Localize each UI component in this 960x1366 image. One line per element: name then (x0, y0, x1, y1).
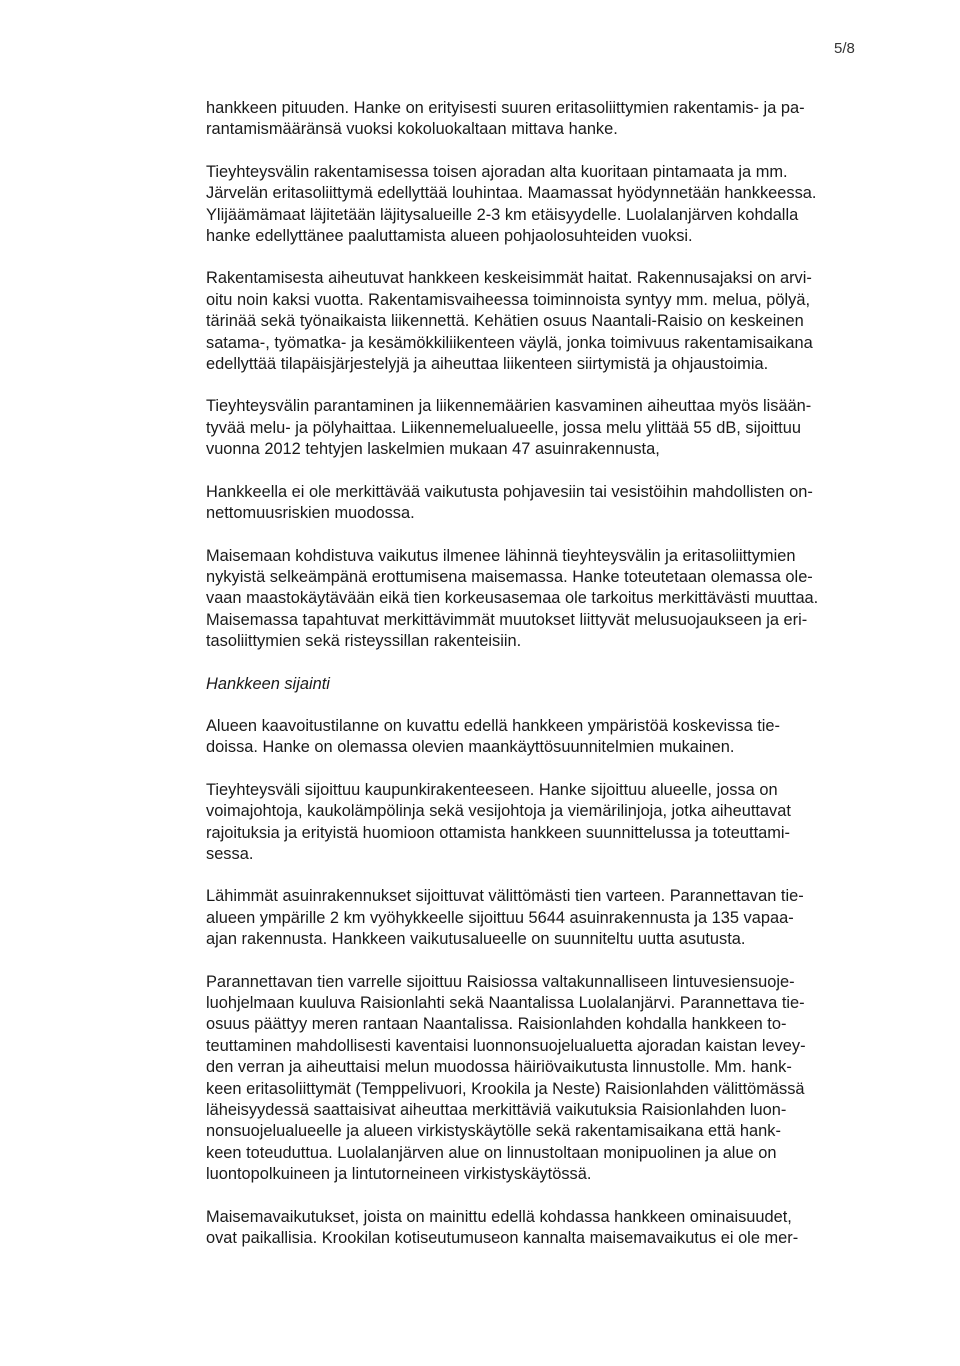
text-line: tasoliittymien sekä risteyssillan rakenteisiin. (206, 632, 522, 651)
text-line: nonsuojelualueelle ja alueen virkistyskäytölle sekä rakentamisaikana että hank- (206, 1122, 781, 1141)
text-line: ajan rakennusta. Hankkeen vaikutusalueelle on suunniteltu uutta asutusta. (206, 930, 746, 949)
text-line: Tieyhteysvälin parantaminen ja liikennemäärien kasvaminen aiheuttaa myös lisään- (206, 397, 812, 416)
text-line: den verran ja aiheuttaisi melun muodossa häiriövaikutusta linnustolle. Mm. hank- (206, 1058, 792, 1077)
text-line: alueen ympärille 2 km vyöhykkeelle sijoittuu 5644 asuinrakennusta ja 135 vapaa- (206, 908, 794, 927)
text-line: tärinää sekä työnaikaista liikennettä. Kehätien osuus Naantali-Raisio on keskeinen (206, 312, 804, 331)
text-line: Maisemassa tapahtuvat merkittävimmät muutokset liittyvät melusuojaukseen ja eri- (206, 610, 808, 629)
text-line: Maisemavaikutukset, joista on mainittu edellä kohdassa hankkeen ominaisuudet, (206, 1207, 792, 1226)
text-line: läheisyydessä saattaisivat aiheuttaa merkittäviä vaikutuksia Raisionlahden luon- (206, 1101, 787, 1120)
text-line: hankkeen pituuden. Hanke on erityisesti suuren eritasoliittymien rakentamis- ja pa- (206, 99, 805, 117)
text-line: hanke edellyttänee paaluttamista alueen pohjaolosuhteiden vuoksi. (206, 227, 693, 246)
paragraph (206, 1207, 881, 1250)
paragraph (206, 886, 881, 950)
text-line: vuonna 2012 tehtyjen laskelmien mukaan 47 asuinrakennusta, (206, 440, 660, 459)
text-line: sessa. (206, 844, 254, 863)
paragraph (206, 716, 881, 759)
text-line: Järvelän eritasoliittymä edellyttää louhintaa. Maamassat hyödynnetään hankkeessa. (206, 184, 817, 203)
text-line: oitu noin kaksi vuotta. Rakentamisvaiheessa toiminnoista syntyy mm. melua, pölyä, (206, 290, 810, 309)
text-line: voimajohtoja, kaukolämpölinja sekä vesijohtoja ja viemärilinjoja, jotka aiheuttavat (206, 802, 791, 821)
paragraph (206, 546, 881, 653)
paragraph (206, 972, 881, 1186)
paragraph (206, 268, 881, 375)
text-line: teuttaminen mahdollisesti kaventaisi luonnonsuojelualuetta ajoradan kaistan levey- (206, 1036, 806, 1055)
text-line: edellyttää tilapäisjärjestelyjä ja aiheuttaa liikenteen siirtymistä ja ohjaustoimia. (206, 355, 769, 374)
text-line: keen eritasoliittymät (Temppelivuori, Krookila ja Neste) Raisionlahden välittömässä (206, 1079, 805, 1098)
text-line: luontopolkuineen ja lintutorneineen virkistyskäytössä. (206, 1165, 592, 1184)
paragraph (206, 780, 881, 866)
text-line: Tieyhteysvälin rakentamisessa toisen ajoradan alta kuoritaan pintamaata ja mm. (206, 162, 788, 181)
paragraph (206, 98, 881, 141)
text-line: satama-, työmatka- ja kesämökkiliikenteen väylä, jonka toimivuus rakentamisaikana (206, 333, 813, 352)
text-line: doissa. Hanke on olemassa olevien maankäyttösuunnitelmien mukainen. (206, 738, 735, 757)
text-line: Alueen kaavoitustilanne on kuvattu edellä hankkeen ympäristöä koskevissa tie- (206, 716, 781, 735)
text-line: nykyistä selkeämpänä erottumisena maisemassa. Hanke toteutetaan olemassa ole- (206, 567, 813, 586)
text-line: nettomuusriskien muodossa. (206, 504, 415, 523)
paragraph (206, 162, 881, 248)
text-line: Hankkeella ei ole merkittävää vaikutusta pohjavesiin tai vesistöihin mahdollisten on- (206, 482, 813, 501)
page-number: 5/8 (834, 40, 855, 57)
text-line: ovat paikallisia. Krookilan kotiseutumuseon kannalta maisemavaikutus ei ole mer- (206, 1229, 799, 1248)
text-line: Tieyhteysväli sijoittuu kaupunkirakenteeseen. Hanke sijoittuu alueelle, jossa on (206, 780, 778, 799)
text-line: Maisemaan kohdistuva vaikutus ilmenee lähinnä tieyhteysvälin ja eritasoliittymien (206, 546, 796, 565)
text-line: rantamismääränsä vuoksi kokoluokaltaan mittava hanke. (206, 120, 618, 139)
text-line: Lähimmät asuinrakennukset sijoittuvat välittömästi tien varteen. Parannettavan tie- (206, 887, 804, 906)
section-heading (206, 674, 881, 695)
text-line: Ylijäämämaat läjitetään läjitysalueille 2-3 km etäisyydelle. Luolalanjärven kohdalla (206, 205, 799, 224)
text-line: osuus päättyy meren rantaan Naantalissa. Raisionlahden kohdalla hankkeen to- (206, 1015, 787, 1034)
text-line: vaan maastokäytävään eikä tien korkeusasemaa ole tarkoitus merkittävästi muuttaa. (206, 589, 819, 608)
paragraph (206, 482, 881, 525)
text-line: tyvää melu- ja pölyhaittaa. Liikennemelualueelle, jossa melu ylittää 55 dB, sijoittuu (206, 418, 801, 437)
text-line: Rakentamisesta aiheutuvat hankkeen keskeisimmät haitat. Rakennusajaksi on arvi- (206, 269, 812, 288)
document-body (206, 98, 881, 1249)
text-line: rajoituksia ja erityistä huomioon ottamista hankkeen suunnittelussa ja toteuttami- (206, 823, 790, 842)
section-heading-text: Hankkeen sijainti (206, 674, 330, 693)
text-line: luohjelmaan kuuluva Raisionlahti sekä Naantalissa Luolalanjärvi. Parannettava tie- (206, 994, 805, 1012)
paragraph (206, 396, 881, 460)
text-line: keen toteuduttua. Luolalanjärven alue on linnustoltaan monipuolinen ja alue on (206, 1143, 777, 1162)
text-line: Parannettavan tien varrelle sijoittuu Raisiossa valtakunnalliseen lintuvesiensuoje- (206, 972, 795, 991)
